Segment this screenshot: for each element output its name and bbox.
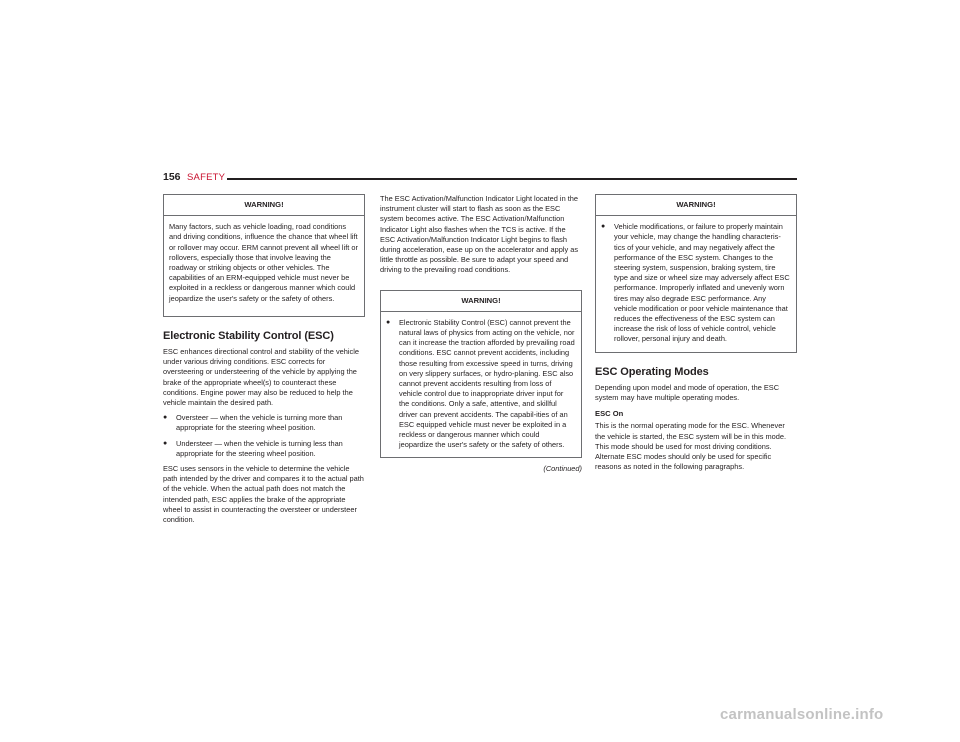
modes-heading: ESC Operating Modes — [595, 365, 709, 378]
warning-title: WARNING! — [381, 291, 581, 312]
watermark: carmanualsonline.info — [720, 706, 884, 723]
page-number: 156 — [163, 171, 181, 183]
list-item — [163, 413, 365, 433]
section-title: SAFETY — [187, 172, 226, 183]
page-header — [163, 171, 797, 187]
esc-heading: Electronic Stability Control (ESC) — [163, 329, 334, 342]
list-item-text: Understeer — when the vehicle is turning less than appropriate for the steering wheel position. — [176, 438, 343, 458]
esc-on-heading: ESC On — [595, 409, 624, 419]
esc-intro-paragraph: ESC enhances directional control and stability of the vehicle under various driving conditions. ESC corrects for oversteering or understeering of the vehicle by applying the brake of the appropriate wheel(s) to counteract these conditions. Engine power may also be reduced to help the vehicle maintain the desired path. — [163, 347, 359, 408]
esc-on-paragraph: This is the normal operating mode for the ESC. Whenever the vehicle is started, the ESC system will be in this mode. This mode should be used for most driving conditions. Alternate ESC modes should only be used for specific reasons as noted in the following paragraphs. — [595, 421, 787, 472]
bullet-icon: ● — [601, 223, 606, 231]
warning-bullet — [386, 318, 575, 451]
bullet-icon: ● — [163, 414, 168, 422]
esc-sensors-paragraph: ESC uses sensors in the vehicle to determine the vehicle path intended by the driver and compares it to the actual path of the vehicle. When the actual path does not match the intended path, ESC applies the brake of the appropriate wheel to assist in counteracting the oversteer or understeer condition. — [163, 464, 364, 525]
continued-label: (Continued) — [543, 464, 582, 474]
header-rule — [227, 178, 797, 180]
warning-text: Vehicle modifications, or failure to properly maintain your vehicle, may change the handling characteris-tics of your vehicle, and may negatively affect the performance of the ESC system. Changes to the steering system, suspension, braking system, tire type and size or wheel size may adversely affect ESC performance. Improperly inflated and unevenly worn tires may also degrade ESC performance. Any vehicle modification or poor vehicle maintenance that reduces the effectiveness of the ESC system can increase the risk of loss of vehicle control, vehicle rollover, personal injury and death. — [614, 222, 790, 344]
list-item-text: Oversteer — when the vehicle is turning more than appropriate for the steering wheel position. — [176, 413, 343, 433]
warning-box-esc — [380, 290, 582, 459]
steer-list — [163, 413, 365, 459]
warning-box-erm — [163, 194, 365, 317]
bullet-icon: ● — [386, 318, 391, 326]
indicator-paragraph: The ESC Activation/Malfunction Indicator Light located in the instrument cluster will start to flash as soon as the ESC system becomes active. The ESC Activation/Malfunction Indicator Light also flashes when the TCS is active. If the ESC Activation/Malfunction Indicator Light begins to flash during acceleration, ease up on the accelerator and apply as little throttle as possible. Be sure to adapt your speed and driving to the prevailing road conditions. — [380, 194, 579, 275]
warning-title: WARNING! — [164, 195, 364, 216]
bullet-icon: ● — [163, 439, 168, 447]
warning-box-modifications — [595, 194, 797, 353]
warning-bullet — [601, 222, 790, 344]
column-2 — [380, 194, 582, 475]
warning-text: Many factors, such as vehicle loading, road conditions and driving conditions, influence the chance that wheel lift or rollover may occur. ERM cannot prevent all wheel lift or rollovers, especially those that involve leaving the roadway or striking objects or other vehicles. The capabilities of an ERM-equipped vehicle must never be exploited in a reckless or dangerous manner which could jeopardize the user's safety or the safety of others. — [169, 222, 358, 303]
warning-title: WARNING! — [596, 195, 796, 216]
list-item — [163, 439, 365, 459]
warning-text: Electronic Stability Control (ESC) cannot prevent the natural laws of physics from acting on the vehicle, nor can it increase the traction afforded by prevailing road conditions. ESC cannot prevent accidents, including those resulting from excessive speed in turns, driving on very slippery surfaces, or hydro-planing. ESC also cannot prevent accidents resulting from loss of vehicle control due to inappropriate driver input for the conditions. Only a safe, attentive, and skillful driver can prevent accidents. The capabil-ities of an ESC equipped vehicle must never be exploited in a reckless or dangerous manner which could jeopardize the user's safety or the safety of others. — [399, 317, 575, 450]
modes-intro-paragraph: Depending upon model and mode of operation, the ESC system may have multiple operating modes. — [595, 382, 780, 403]
column-1 — [163, 194, 365, 530]
column-3 — [595, 194, 797, 477]
